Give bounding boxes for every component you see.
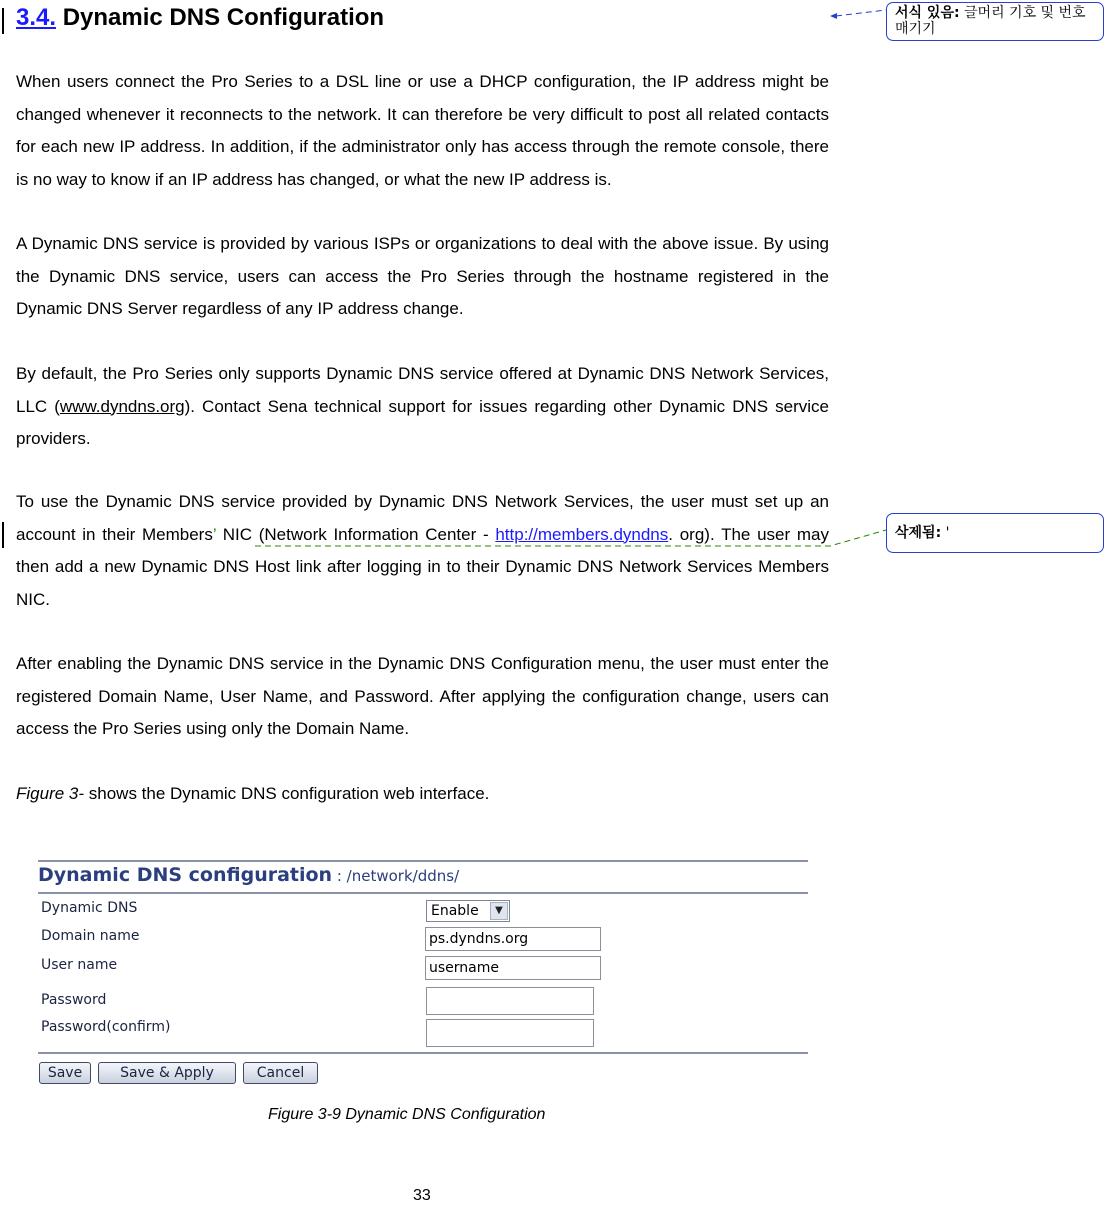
password-label: Password	[41, 992, 107, 1008]
comment-deleted[interactable]	[886, 513, 1104, 553]
deletion-mark: ’	[212, 524, 217, 544]
comment-anchor-1	[830, 13, 837, 19]
figure-footer-rule	[38, 1052, 808, 1054]
members-dyndns-link[interactable]: http://members.dyndns	[495, 524, 669, 544]
comment-formatting-label: 서식 있음:	[895, 5, 960, 21]
breadcrumb-network[interactable]: network	[351, 867, 413, 885]
cancel-button[interactable]: Cancel	[243, 1062, 318, 1084]
section-number: 3.4.	[16, 4, 57, 31]
dynamic-dns-label: Dynamic DNS	[41, 900, 138, 916]
dynamic-dns-select[interactable]	[426, 900, 510, 922]
domain-name-input[interactable]	[425, 927, 601, 951]
figure-top-rule	[38, 860, 808, 862]
comment-deleted-label: 삭제됨:	[895, 525, 942, 541]
comment-leader-1	[836, 10, 886, 16]
paragraph-6-text: shows the Dynamic DNS configuration web interface.	[84, 784, 490, 803]
save-apply-button[interactable]: Save & Apply	[98, 1062, 236, 1084]
password-input[interactable]	[426, 987, 594, 1015]
breadcrumb-slash: /	[412, 867, 418, 885]
user-name-label: User name	[41, 957, 118, 973]
figure-reference: Figure 3-	[16, 784, 85, 803]
ddns-config-figure	[38, 856, 810, 1090]
paragraph-4-text-b: NIC (Network Information Center -	[216, 524, 496, 544]
paragraph-3-text-b: ). Contact Sena technical support for issues regarding other Dynamic DNS service providers.	[16, 396, 829, 448]
save-button[interactable]: Save	[39, 1062, 91, 1084]
section-title: Dynamic DNS Configuration	[62, 4, 385, 31]
breadcrumb-sep: : /	[332, 867, 352, 885]
dynamic-dns-value: Enable	[431, 903, 479, 919]
password-confirm-label: Password(confirm)	[41, 1019, 171, 1035]
user-name-input[interactable]	[425, 956, 601, 980]
page-number: 33	[413, 1187, 431, 1204]
paragraph-1: When users connect the Pro Series to a DSL line or use a DHCP configuration, the IP address might be changed whenever it reconnects to the network. It can therefore be very difficult to post all related contacts for each new IP address. In addition, if the administrator only has access through the remote console, there is no way to know if an IP address has changed, or what the new IP address is.	[16, 72, 829, 189]
paragraph-3-text-a: By default, the Pro Series only supports Dynamic DNS service offered at Dynamic DNS Network Services, LLC (	[16, 364, 829, 416]
figure-header-rule	[38, 892, 808, 894]
figure-caption: Figure 3-9 Dynamic DNS Configuration	[268, 1106, 546, 1123]
comment-leader-2	[255, 530, 886, 546]
breadcrumb-end: /	[454, 867, 460, 885]
paragraph-2: A Dynamic DNS service is provided by various ISPs or organizations to deal with the above issue. By using the Dynamic DNS service, users can access the Pro Series through the hostname registered in the Dynamic DNS Server regardless of any IP address change.	[16, 234, 829, 318]
paragraph-4-text-a: To use the Dynamic DNS service provided by Dynamic DNS Network Services, the user must set up an account in their Members	[16, 492, 829, 544]
figure-title	[38, 864, 459, 886]
comment-deleted-text: '	[941, 525, 950, 541]
dyndns-link[interactable]: www.dyndns.org	[59, 396, 185, 416]
comment-formatting-text: 글머리 기호 및 번호 매기기	[895, 5, 1086, 37]
figure-title-text: Dynamic DNS configuration	[38, 864, 333, 886]
password-confirm-input[interactable]	[426, 1019, 594, 1047]
paragraph-5: After enabling the Dynamic DNS service in the Dynamic DNS Configuration menu, the user must enter the registered Domain Name, User Name, and Password. After applying the configuration change, users can access the Pro Series using only the Domain Name.	[16, 654, 829, 738]
domain-name-label: Domain name	[41, 928, 140, 944]
chevron-down-icon[interactable]: ▼	[490, 902, 508, 920]
breadcrumb	[332, 867, 459, 885]
paragraph-4-text-c: . org). The user may then add a new Dynamic DNS Host link after logging in to their Dynamic DNS Network Services Members NIC.	[16, 524, 829, 609]
breadcrumb-ddns[interactable]: ddns	[417, 867, 455, 885]
comment-formatting[interactable]	[886, 2, 1104, 41]
